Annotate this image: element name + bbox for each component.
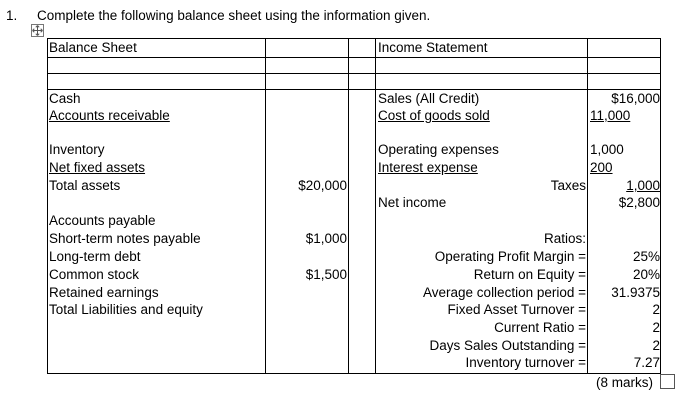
cash-label: Cash [49, 91, 81, 106]
balance-sheet-header: Balance Sheet [49, 40, 137, 55]
total-assets-label: Total assets [49, 178, 121, 193]
net-income-label: Net income [378, 195, 447, 210]
common-stock-label: Common stock [49, 267, 140, 282]
cogs-value: 11,000 [590, 108, 631, 123]
ratio-label: Operating Profit Margin = [434, 249, 586, 264]
total-liabilities-equity-label: Total Liabilities and equity [49, 302, 203, 317]
question-text: Complete the following balance sheet using the information given. [37, 8, 431, 23]
ratio-label: Inventory turnover = [465, 355, 586, 370]
ratio-value: 31.9375 [611, 285, 660, 300]
interest-expense-value: 200 [590, 160, 613, 175]
accounts-receivable-label: Accounts receivable [49, 108, 170, 123]
total-assets-value: $20,000 [298, 178, 347, 193]
ratio-value: 2 [652, 302, 660, 317]
operating-expenses-value: 1,000 [590, 142, 624, 157]
ratio-label: Fixed Asset Turnover = [447, 302, 586, 317]
ratio-value: 2 [652, 320, 660, 335]
ratio-value: 20% [632, 267, 660, 282]
accounts-payable-label: Accounts payable [49, 213, 156, 228]
taxes-label: Taxes [550, 178, 586, 193]
short-term-notes-label: Short-term notes payable [49, 231, 201, 246]
inventory-label: Inventory [49, 142, 105, 157]
ratios-header: Ratios: [543, 231, 586, 246]
cogs-label: Cost of goods sold [378, 108, 490, 123]
ratio-value: 2 [652, 338, 660, 353]
net-income-value: $2,800 [618, 195, 660, 210]
ratio-value: 7.27 [633, 355, 660, 370]
ratio-label: Current Ratio = [494, 320, 586, 335]
net-fixed-assets-label: Net fixed assets [49, 160, 146, 175]
sales-label: Sales (All Credit) [378, 91, 480, 106]
question-number: 1. [6, 8, 18, 23]
interest-expense-label: Interest expense [378, 160, 478, 175]
income-statement-header: Income Statement [378, 40, 488, 55]
marks-checkbox[interactable] [660, 374, 675, 389]
ratio-label: Days Sales Outstanding = [429, 338, 586, 353]
marks-label: (8 marks) [596, 375, 653, 390]
retained-earnings-label: Retained earnings [49, 285, 159, 300]
table-move-handle-icon[interactable] [31, 24, 44, 37]
ratio-label: Return on Equity = [473, 267, 586, 282]
ratio-value: 25% [632, 249, 660, 264]
ratio-label: Average collection period = [423, 285, 586, 300]
short-term-notes-value: $1,000 [305, 231, 347, 246]
taxes-value: 1,000 [626, 178, 660, 193]
sales-value: $16,000 [611, 91, 660, 106]
common-stock-value: $1,500 [305, 267, 347, 282]
long-term-debt-label: Long-term debt [49, 249, 141, 264]
operating-expenses-label: Operating expenses [378, 142, 499, 157]
